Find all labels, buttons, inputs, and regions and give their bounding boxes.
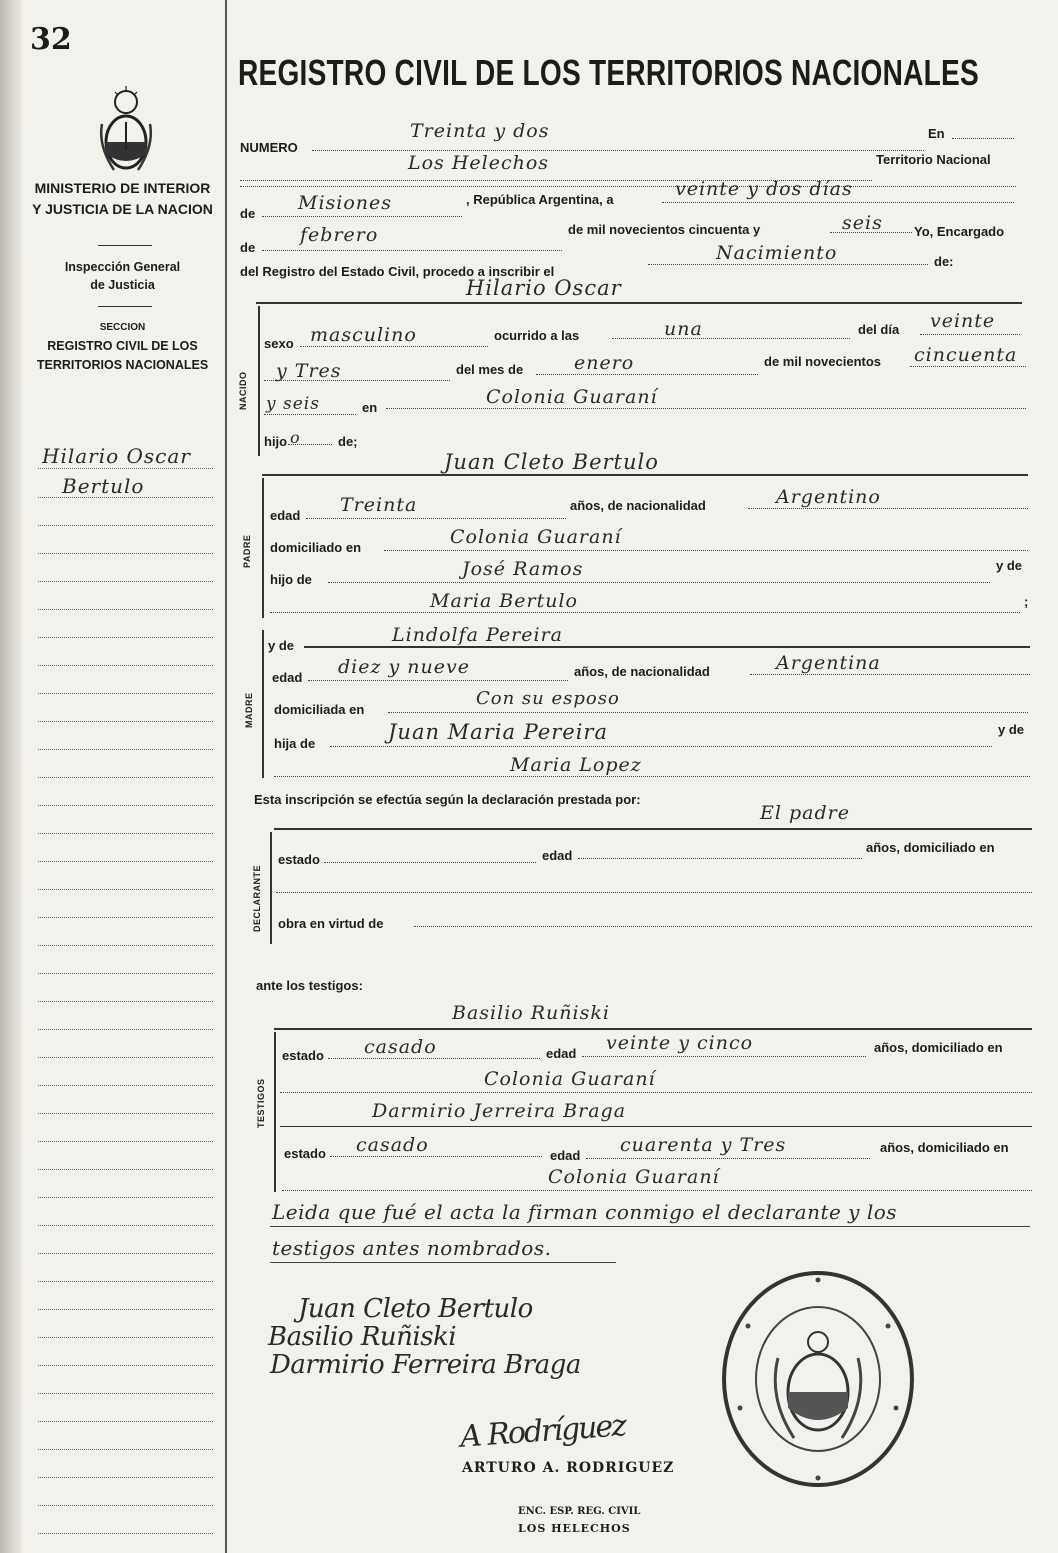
hora-value: una: [664, 318, 703, 340]
ministry-name: MINISTERIO DE INTERIOR Y JUSTICIA DE LA NACION: [32, 180, 213, 217]
declarante-obra-label: obra en virtud de: [278, 916, 384, 931]
madre-dom-label: domiciliada en: [274, 702, 365, 717]
sexo-label: sexo: [264, 336, 294, 351]
signature-official: A Rodríguez: [458, 1408, 627, 1455]
section-label: SECCION REGISTRO CIVIL DE LOS TERRITORIOS NACIONALES: [36, 322, 209, 372]
madre-edad-label: edad: [272, 670, 303, 685]
testigo2-edad: cuarenta y Tres: [620, 1134, 787, 1156]
declarante-edad-label: edad: [542, 848, 573, 863]
closing-line1: Leida que fué el acta la firman conmigo el declarante y los: [272, 1200, 898, 1224]
padre-nac-label: años, de nacionalidad: [570, 498, 706, 513]
de-label: de: [240, 206, 256, 221]
anio-value-cont: y seis: [266, 394, 320, 414]
signature-testigo1: Basilio Ruñiski: [268, 1322, 457, 1352]
official-title: ENC. ESP. REG. CIVIL: [518, 1506, 641, 1517]
inspection-label: Inspección General de Justicia: [64, 260, 181, 292]
testigo2-estado: casado: [356, 1134, 429, 1156]
ministry-divider-2: [98, 306, 152, 307]
coat-of-arms-icon: [96, 84, 156, 176]
lugar-value-nacido: Colonia Guaraní: [486, 386, 658, 408]
numero-label: NUMERO: [240, 140, 298, 155]
acto-value: Nacimiento: [716, 242, 838, 264]
hijo-de-label: de;: [338, 434, 358, 449]
madre-edad-value: diez y nueve: [338, 656, 471, 678]
sexo-value: masculino: [310, 324, 417, 346]
padre-section-label: PADRE: [242, 534, 252, 568]
testigos-intro: ante los testigos:: [256, 978, 363, 993]
dia-value-nacido: veinte: [930, 310, 996, 332]
territorio-value: Misiones: [298, 192, 393, 214]
padre-madre-value: Maria Bertulo: [430, 590, 578, 612]
testigo2-nombre: Darmirio Jerreira Braga: [372, 1100, 627, 1122]
anio-value: seis: [842, 212, 883, 234]
madre-nombre: Lindolfa Pereira: [392, 624, 563, 646]
padre-yde-label: y de: [996, 558, 1023, 573]
declarante-section-label: DECLARANTE: [252, 865, 262, 932]
testigo2-edad-label: edad: [550, 1148, 581, 1163]
madre-yde2-label: y de: [998, 722, 1025, 737]
mil-label: de mil novecientos cincuenta y: [568, 222, 761, 237]
testigo1-nombre: Basilio Ruñiski: [452, 1002, 610, 1024]
testigo1-edad-label: edad: [546, 1046, 577, 1061]
declarante-anios-label: años, domiciliado en: [866, 840, 995, 855]
margin-note-surname: Bertulo: [62, 474, 145, 498]
official-name: ARTURO A. RODRIGUEZ: [462, 1460, 675, 1476]
republica-label: , República Argentina, a: [466, 192, 614, 207]
padre-nac-value: Argentino: [776, 486, 881, 508]
page-binding-shadow: [0, 0, 22, 1553]
registro-label: del Registro del Estado Civil, procedo a inscribir el: [240, 264, 555, 279]
anio-value-nacido: cincuenta: [914, 344, 1018, 366]
testigo1-dom: Colonia Guaraní: [484, 1068, 656, 1090]
place-value: Los Helechos: [408, 152, 550, 174]
mes-value: febrero: [300, 224, 379, 246]
en-label: En: [928, 126, 945, 141]
madre-yde-label: y de: [268, 638, 295, 653]
numero-value: Treinta y dos: [410, 120, 550, 142]
nombre-value: Hilario Oscar: [466, 276, 622, 300]
testigo1-anios-label: años, domiciliado en: [874, 1040, 1003, 1055]
padre-edad-value: Treinta: [340, 494, 418, 516]
dia-value-cont: y Tres: [276, 360, 342, 382]
testigo2-anios-label: años, domiciliado en: [880, 1140, 1009, 1155]
margin-divider: [225, 0, 227, 1553]
mes-value-nacido: enero: [574, 352, 635, 374]
de2-label: de: [240, 240, 256, 255]
signature-padre: Juan Cleto Bertulo: [298, 1294, 533, 1324]
en-label-nacido: en: [362, 400, 378, 415]
testigos-section-label: TESTIGOS: [256, 1078, 266, 1128]
declarante-estado-label: estado: [278, 852, 320, 867]
madre-nac-label: años, de nacionalidad: [574, 664, 710, 679]
madre-section-label: MADRE: [244, 692, 254, 728]
testigo2-estado-label: estado: [284, 1146, 326, 1161]
nacido-section-label: NACIDO: [238, 371, 248, 410]
hora-label: ocurrido a las: [494, 328, 580, 343]
declarante-value: El padre: [760, 802, 850, 824]
testigo1-edad: veinte y cinco: [606, 1032, 754, 1054]
dia-value: veinte y dos días: [675, 178, 853, 200]
testigo1-estado-label: estado: [282, 1048, 324, 1063]
padre-hijo-value: José Ramos: [462, 558, 584, 580]
mes-label: del mes de: [456, 362, 524, 377]
madre-nac-value: Argentina: [776, 652, 881, 674]
closing-line2: testigos antes nombrados.: [272, 1236, 552, 1260]
registry-seal-icon: [718, 1268, 918, 1490]
territorio-label: Territorio Nacional: [876, 152, 991, 167]
padre-nombre: Juan Cleto Bertulo: [444, 450, 659, 474]
padre-dom-label: domiciliado en: [270, 540, 362, 555]
declaracion-intro: Esta inscripción se efectúa según la declaración prestada por:: [254, 792, 641, 807]
padre-hijo-label: hijo de: [270, 572, 312, 587]
madre-dom-value: Con su esposo: [476, 688, 620, 709]
madre-hija-value: Juan Maria Pereira: [388, 720, 608, 744]
encargado-label: Yo, Encargado: [914, 224, 1005, 239]
page-title: REGISTRO CIVIL DE LOS TERRITORIOS NACIONALES: [238, 52, 979, 93]
madre-madre-value: Maria Lopez: [510, 754, 642, 776]
official-place: LOS HELECHOS: [518, 1522, 631, 1535]
madre-hija-label: hija de: [274, 736, 316, 751]
de3-label: de:: [934, 254, 954, 269]
testigo2-dom: Colonia Guaraní: [548, 1166, 720, 1188]
hijo-value: o: [290, 428, 301, 447]
signature-testigo2: Darmirio Ferreira Braga: [270, 1350, 581, 1380]
testigo1-estado: casado: [364, 1036, 437, 1058]
page-number: 32: [30, 22, 72, 57]
mil-label-nacido: de mil novecientos: [764, 354, 882, 369]
hijo-label: hijo: [264, 434, 288, 449]
padre-dom-value: Colonia Guaraní: [450, 526, 622, 548]
dia-label: del día: [858, 322, 900, 337]
ministry-divider-1: [98, 245, 152, 246]
margin-note-name: Hilario Oscar: [42, 444, 191, 468]
padre-semicolon: ;: [1024, 594, 1029, 609]
padre-edad-label: edad: [270, 508, 301, 523]
